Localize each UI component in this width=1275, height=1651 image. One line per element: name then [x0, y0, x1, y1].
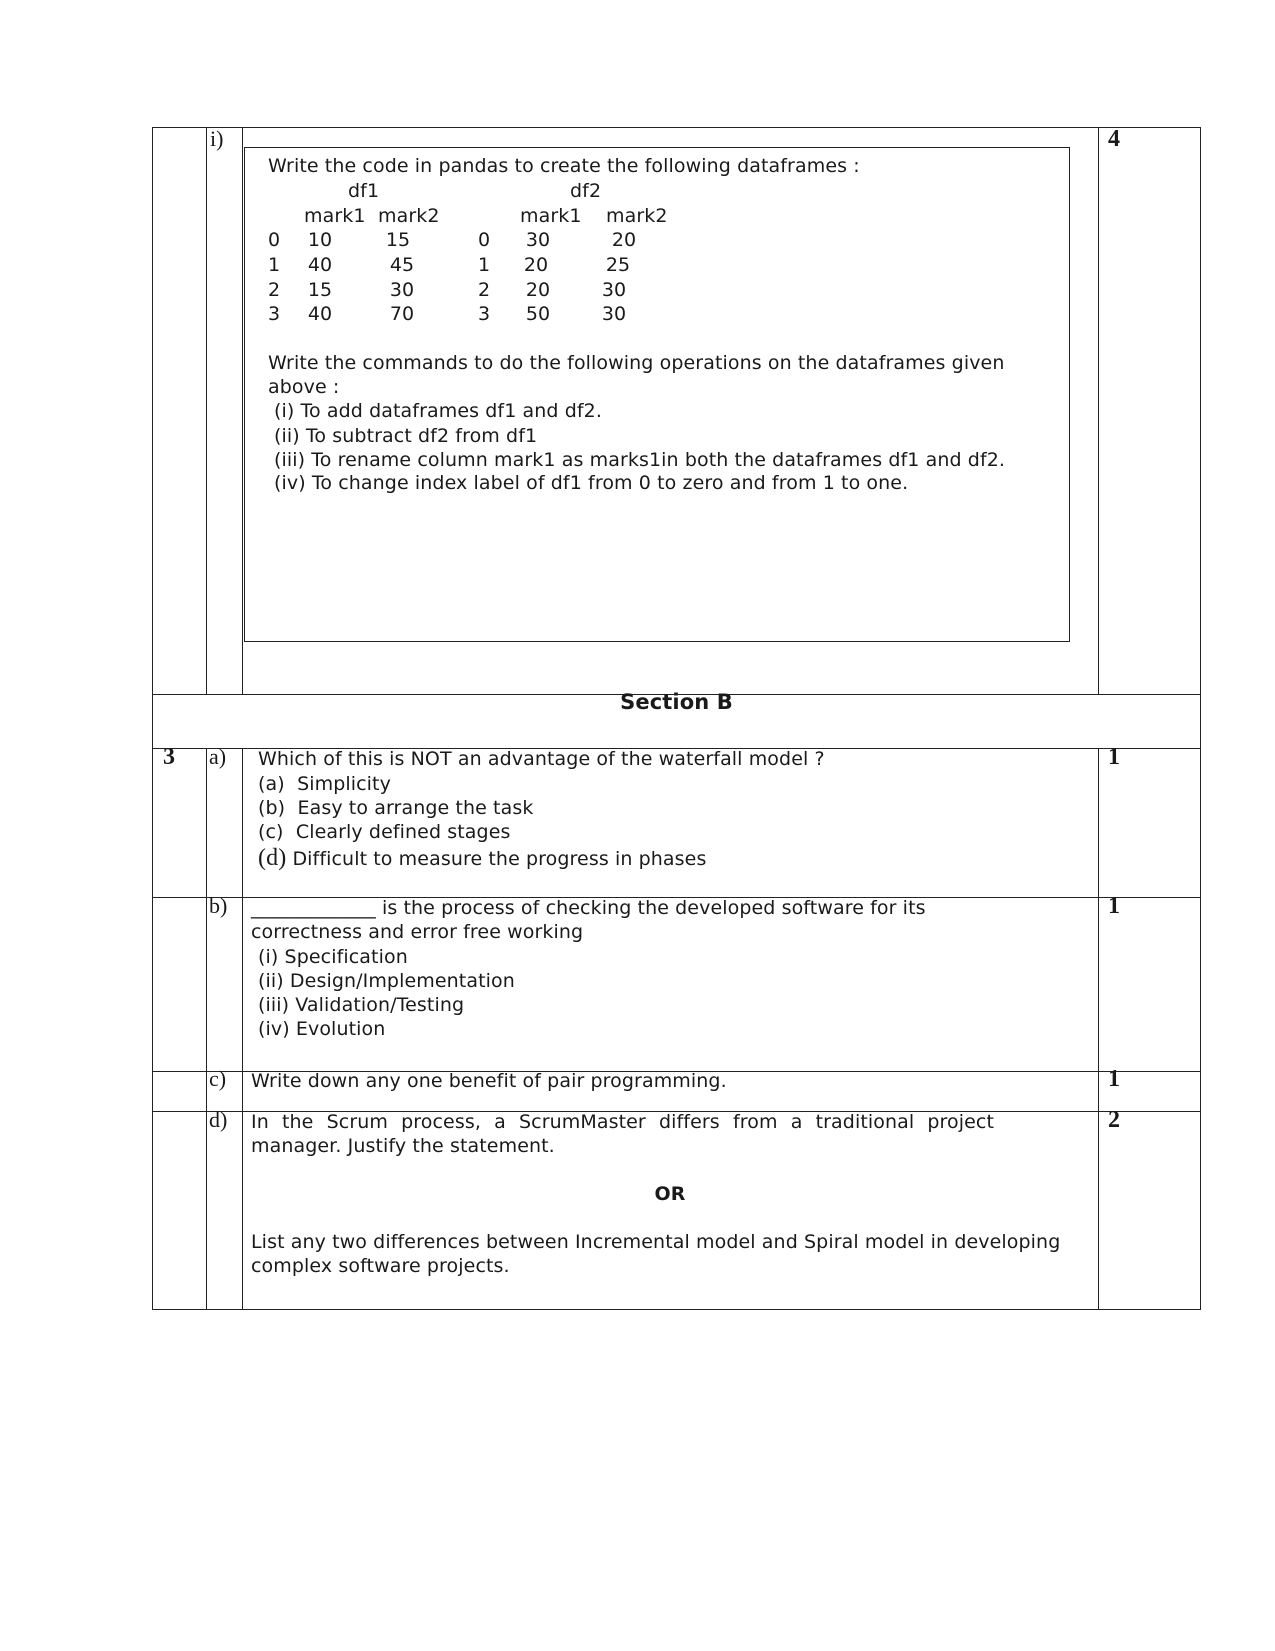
df1-mark1-cell: 15 — [307, 279, 333, 301]
df2-title: df2 — [570, 180, 602, 202]
df1-mark2-cell: 30 — [389, 279, 415, 301]
df1-index: 0 — [268, 229, 281, 251]
q3b-option: (iv) Evolution — [258, 1018, 386, 1040]
q3b-option: (ii) Design/Implementation — [258, 970, 515, 992]
df2-col-mark1: mark1 — [520, 205, 582, 227]
df2-index: 3 — [478, 303, 491, 325]
df2-mark2-cell: 25 — [605, 254, 631, 276]
df2-mark2-cell: 20 — [611, 229, 637, 251]
q3-number: 3 — [163, 744, 175, 770]
q2-op-1: (i) To add dataframes df1 and df2. — [274, 400, 603, 422]
df1-index: 3 — [268, 303, 281, 325]
q3a-question: Which of this is NOT an advantage of the waterfall model ? — [258, 748, 825, 770]
df1-mark1-cell: 10 — [307, 229, 333, 251]
q2-intro: Write the code in pandas to create the following dataframes : — [268, 155, 860, 177]
df2-mark1-cell: 20 — [523, 254, 549, 276]
q3a-option — [258, 797, 533, 819]
q3d-alt-line1: List any two differences between Incremental model and Spiral model in developing — [251, 1231, 1061, 1253]
q3a-option — [258, 821, 511, 843]
df1-mark2-cell: 45 — [389, 254, 415, 276]
q2-instructions-line1: Write the commands to do the following operations on the dataframes given — [268, 352, 1005, 374]
q3a-label: a) — [209, 744, 227, 769]
q3d-or: OR — [654, 1183, 686, 1205]
df1-mark1-cell: 40 — [307, 303, 333, 325]
option-text: Clearly defined stages — [295, 821, 511, 843]
df2-mark2-cell: 30 — [601, 279, 627, 301]
q3a-option — [258, 773, 391, 795]
option-key: (a) — [258, 773, 285, 795]
df1-col-mark1: mark1 — [304, 205, 366, 227]
df2-mark2-cell: 30 — [601, 303, 627, 325]
q3d-label: d) — [209, 1107, 228, 1132]
q2-op-2: (ii) To subtract df2 from df1 — [274, 425, 538, 447]
q3b-option: (iii) Validation/Testing — [258, 994, 465, 1016]
q2-sub-label: i) — [210, 126, 224, 151]
df2-mark1-cell: 20 — [525, 279, 551, 301]
q3c-marks: 1 — [1108, 1066, 1120, 1092]
df1-mark1-cell: 40 — [307, 254, 333, 276]
q2-op-4: (iv) To change index label of df1 from 0 to zero and from 1 to one. — [274, 472, 909, 494]
df2-index: 0 — [478, 229, 491, 251]
option-key: (c) — [258, 821, 284, 843]
df1-index: 1 — [268, 254, 281, 276]
q3b-line1: _____________ is the process of checking the developed software for its — [251, 897, 926, 919]
df2-mark1-cell: 30 — [525, 229, 551, 251]
q3b-marks: 1 — [1108, 893, 1120, 919]
q3d-marks: 2 — [1108, 1107, 1120, 1133]
option-key: (d) — [258, 845, 287, 871]
df1-col-mark2: mark2 — [378, 205, 440, 227]
q2-marks: 4 — [1108, 126, 1120, 152]
df2-index: 2 — [478, 279, 491, 301]
q3d-alt-line2: complex software projects. — [251, 1255, 510, 1277]
q3b-option: (i) Specification — [258, 946, 408, 968]
option-text: Simplicity — [297, 773, 391, 795]
option-text: Difficult to measure the progress in phases — [292, 848, 707, 870]
q3a-option — [258, 845, 706, 872]
q3b-label: b) — [209, 893, 228, 918]
option-text: Easy to arrange the task — [297, 797, 534, 819]
df1-title: df1 — [348, 180, 380, 202]
q3c-question: Write down any one benefit of pair programming. — [251, 1070, 727, 1092]
q2-op-3: (iii) To rename column mark1 as marks1in both the dataframes df1 and df2. — [274, 449, 1006, 471]
df2-mark1-cell: 50 — [525, 303, 551, 325]
q3a-marks: 1 — [1108, 744, 1120, 770]
q3b-line2: correctness and error free working — [251, 921, 584, 943]
option-key: (b) — [258, 797, 286, 819]
q3d-line1: In the Scrum process, a ScrumMaster differs from a traditional project — [251, 1111, 995, 1133]
df2-col-mark2: mark2 — [606, 205, 668, 227]
q2-instructions-line2: above : — [268, 376, 340, 398]
section-title: Section B — [620, 690, 733, 714]
df2-index: 1 — [478, 254, 491, 276]
df1-mark2-cell: 15 — [385, 229, 411, 251]
df1-mark2-cell: 70 — [389, 303, 415, 325]
df1-index: 2 — [268, 279, 281, 301]
q3d-line2: manager. Justify the statement. — [251, 1135, 555, 1157]
q3c-label: c) — [209, 1066, 227, 1091]
